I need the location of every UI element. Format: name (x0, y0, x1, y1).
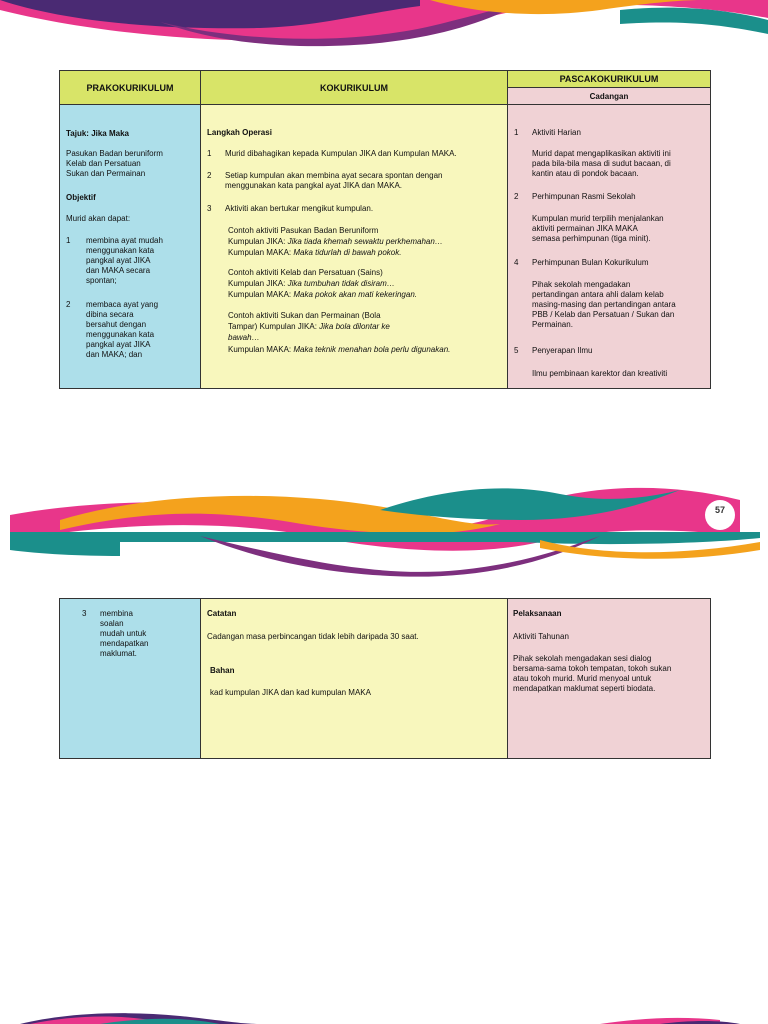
langkah-operasi-heading: Langkah Operasi (207, 128, 272, 137)
example-1-jika: Kumpulan JIKA: Jika tiada khemah sewaktu perkhemahan… (228, 237, 443, 246)
example-3-jika: Tampar) Kumpulan JIKA: Jika bola dilontar ke (228, 322, 390, 331)
step-2-number: 2 (207, 171, 212, 180)
header-cadangan: Cadangan (508, 88, 710, 104)
example-2-title: Contoh aktiviti Kelab dan Persatuan (Sains) (228, 268, 383, 277)
table-header-row (60, 71, 710, 105)
example-3-title: Contoh aktiviti Sukan dan Permainan (Bola (228, 311, 381, 320)
murid-akan-dapat: Murid akan dapat: (66, 214, 131, 223)
header-kokurikulum: KOKURIKULUM (201, 71, 508, 104)
objective-3-number: 3 (82, 609, 87, 618)
page-number: 57 (705, 500, 735, 530)
middle-ribbon-decoration (0, 470, 768, 580)
top-ribbon-decoration (0, 0, 768, 50)
tajuk-title: Tajuk: Jika Maka (66, 129, 129, 138)
pasca-4-text: Pihak sekolah mengadakan pertandingan antara ahli dalam kelab masing-masing dan pertandingan antara PBB / Kelab dan Persatuan / Sukan dan Permainan. (532, 280, 676, 329)
pasca-2-number: 2 (514, 192, 519, 201)
pasca-1-text: Murid dapat mengaplikasikan aktiviti ini pada bila-bila masa di sudut bacaan, di kantin atau di pondok bacaan. (532, 149, 671, 178)
objective-2-number: 2 (66, 300, 71, 309)
example-2-maka: Kumpulan MAKA: Maka pokok akan mati kekeringan. (228, 290, 417, 299)
step-1-number: 1 (207, 149, 212, 158)
step-3-text: Aktiviti akan bertukar mengikut kumpulan. (225, 204, 374, 213)
objective-1-number: 1 (66, 236, 71, 245)
catatan-heading: Catatan (207, 609, 237, 618)
pasca-1-number: 1 (514, 128, 519, 137)
pasca-5-text: Ilmu pembinaan karektor dan kreativiti (532, 369, 668, 378)
example-2-jika: Kumpulan JIKA: Jika tumbuhan tidak disiram… (228, 279, 395, 288)
pasca-4-title: Perhimpunan Bulan Kokurikulum (532, 258, 649, 267)
pelaksanaan-heading: Pelaksanaan (513, 609, 562, 618)
pasca-4-number: 4 (514, 258, 519, 267)
step-3-number: 3 (207, 204, 212, 213)
bahan-text: kad kumpulan JIKA dan kad kumpulan MAKA (210, 688, 371, 697)
objective-1-text: membina ayat mudah menggunakan kata pangkal ayat JIKA dan MAKA secara spontan; (86, 236, 163, 285)
pasca-1-title: Aktiviti Harian (532, 128, 581, 137)
pasca-2-title: Perhimpunan Rasmi Sekolah (532, 192, 636, 201)
pasca-2-text: Kumpulan murid terpilih menjalankan aktiviti permainan JIKA MAKA semasa perhimpunan (tiga minit). (532, 214, 664, 243)
kokurikulum-column-2 (201, 599, 508, 758)
catatan-text: Cadangan masa perbincangan tidak lebih daripada 30 saat. (207, 632, 419, 641)
header-prakokurikulum: PRAKOKURIKULUM (60, 71, 201, 104)
step-1-text: Murid dibahagikan kepada Kumpulan JIKA dan Kumpulan MAKA. (225, 149, 457, 158)
example-3-maka: Kumpulan MAKA: Maka teknik menahan bola perlu digunakan. (228, 345, 451, 354)
aktiviti-tahunan: Aktiviti Tahunan (513, 632, 569, 641)
objective-3-text: membina soalan mudah untuk mendapatkan maklumat. (100, 609, 149, 658)
bottom-ribbon-decoration (0, 1004, 768, 1024)
pelaksanaan-text: Pihak sekolah mengadakan sesi dialog bersama-sama tokoh tempatan, tokoh sukan atau tokoh murid. Murid menyoal untuk mendapatkan maklumat seperti biodata. (513, 654, 672, 693)
example-1-maka: Kumpulan MAKA: Maka tidurlah di bawah pokok. (228, 248, 402, 257)
kelab-list: Pasukan Badan beruniform Kelab dan Persatuan Sukan dan Permainan (66, 149, 163, 178)
bahan-heading: Bahan (210, 666, 235, 675)
pasca-5-number: 5 (514, 346, 519, 355)
example-1-title: Contoh aktiviti Pasukan Badan Beruniform (228, 226, 379, 235)
objective-2-text: membaca ayat yang dibina secara bersahut dengan menggunakan kata pangkal ayat JIKA dan MAKA; dan (86, 300, 159, 359)
step-2-text: Setiap kumpulan akan membina ayat secara spontan dengan menggunakan kata pangkal ayat JIKA dan MAKA. (225, 171, 443, 190)
page2-table (59, 598, 711, 759)
page1-table (59, 70, 711, 389)
example-3-jika-cont: bawah… (228, 333, 260, 342)
header-pascakokurikulum: PASCAKOKURIKULUM (508, 71, 710, 88)
objektif-heading: Objektif (66, 193, 96, 202)
pasca-5-title: Penyerapan Ilmu (532, 346, 593, 355)
